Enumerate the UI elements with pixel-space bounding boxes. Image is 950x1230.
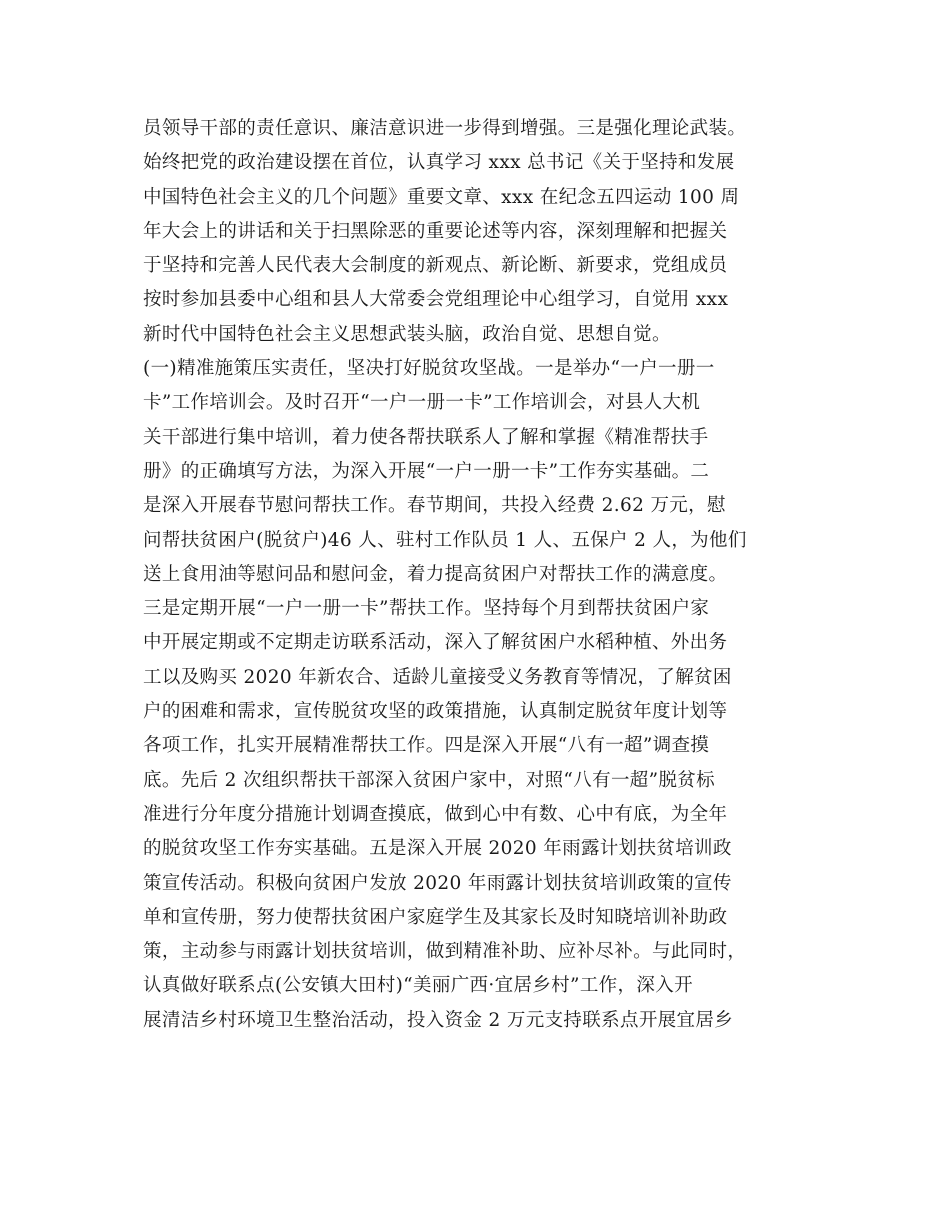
text-line: 底。先后 2 次组织帮扶干部深入贫困户家中，对照“八有一超”脱贫标 <box>143 769 715 791</box>
text-line: 中国特色社会主义的几个问题》重要文章、xxx 在纪念五四运动 100 周 <box>143 186 740 208</box>
text-line: 户的困难和需求，宣传脱贫攻坚的政策措施，认真制定脱贫年度计划等 <box>143 701 728 723</box>
text-line: 三是定期开展“一户一册一卡”帮扶工作。坚持每个月到帮扶贫困户家 <box>143 598 710 620</box>
text-line: 于坚持和完善人民代表大会制度的新观点、新论断、新要求，党组成员 <box>143 255 728 277</box>
text-line: 卡”工作培训会。及时召开“一户一册一卡”工作培训会，对县人大机 <box>143 392 701 414</box>
text-line: 始终把党的政治建设摆在首位，认真学习 xxx 总书记《关于坚持和发展 <box>143 152 735 174</box>
text-line: 按时参加县委中心组和县人大常委会党组理论中心组学习，自觉用 xxx <box>143 289 729 311</box>
body-text <box>143 112 833 1038</box>
text-line: 策宣传活动。积极向贫困户发放 2020 年雨露计划扶贫培训政策的宣传 <box>143 872 732 894</box>
text-line: 关干部进行集中培训，着力使各帮扶联系人了解和掌握《精准帮扶手 <box>143 426 709 448</box>
text-line: 认真做好联系点(公安镇大田村)“美丽广西·宜居乡村”工作，深入开 <box>143 975 693 997</box>
text-line: 年大会上的讲话和关于扫黑除恶的重要论述等内容，深刻理解和把握关 <box>143 220 728 242</box>
text-line: 问帮扶贫困户(脱贫户)46 人、驻村工作队员 1 人、五保户 2 人，为他们 <box>143 529 747 551</box>
text-line: 的脱贫攻坚工作夯实基础。五是深入开展 2020 年雨露计划扶贫培训政 <box>143 838 732 860</box>
text-line: 中开展定期或不定期走访联系活动，深入了解贫困户水稻种植、外出务 <box>143 632 728 654</box>
text-line: 单和宣传册，努力使帮扶贫困户家庭学生及其家长及时知晓培训补助政 <box>143 906 728 928</box>
text-line: 新时代中国特色社会主义思想武装头脑，政治自觉、思想自觉。 <box>143 323 671 345</box>
text-line: 工以及购买 2020 年新农合、适龄儿童接受义务教育等情况，了解贫困 <box>143 666 732 688</box>
text-line: 员领导干部的责任意识、廉洁意识进一步得到增强。三是强化理论武装。 <box>143 118 747 139</box>
text-line: 准进行分年度分措施计划调查摸底，做到心中有数、心中有底，为全年 <box>143 803 728 825</box>
text-line: 各项工作，扎实开展精准帮扶工作。四是深入开展“八有一超”调查摸 <box>143 735 710 757</box>
text-line: 册》的正确填写方法，为深入开展“一户一册一卡”工作夯实基础。二 <box>143 460 710 482</box>
text-line: 是深入开展春节慰问帮扶工作。春节期间，共投入经费 2.62 万元，慰 <box>143 495 726 517</box>
text-line: 展清洁乡村环境卫生整治活动，投入资金 2 万元支持联系点开展宜居乡 <box>143 1009 734 1031</box>
text-line: 送上食用油等慰问品和慰问金，着力提高贫困户对帮扶工作的满意度。 <box>143 563 728 585</box>
section-heading-line: (一)精准施策压实责任，坚决打好脱贫攻坚战。一是举办“一户一册一 <box>143 358 715 380</box>
text-line: 策，主动参与雨露计划扶贫培训，做到精准补助、应补尽补。与此同时， <box>143 941 747 963</box>
